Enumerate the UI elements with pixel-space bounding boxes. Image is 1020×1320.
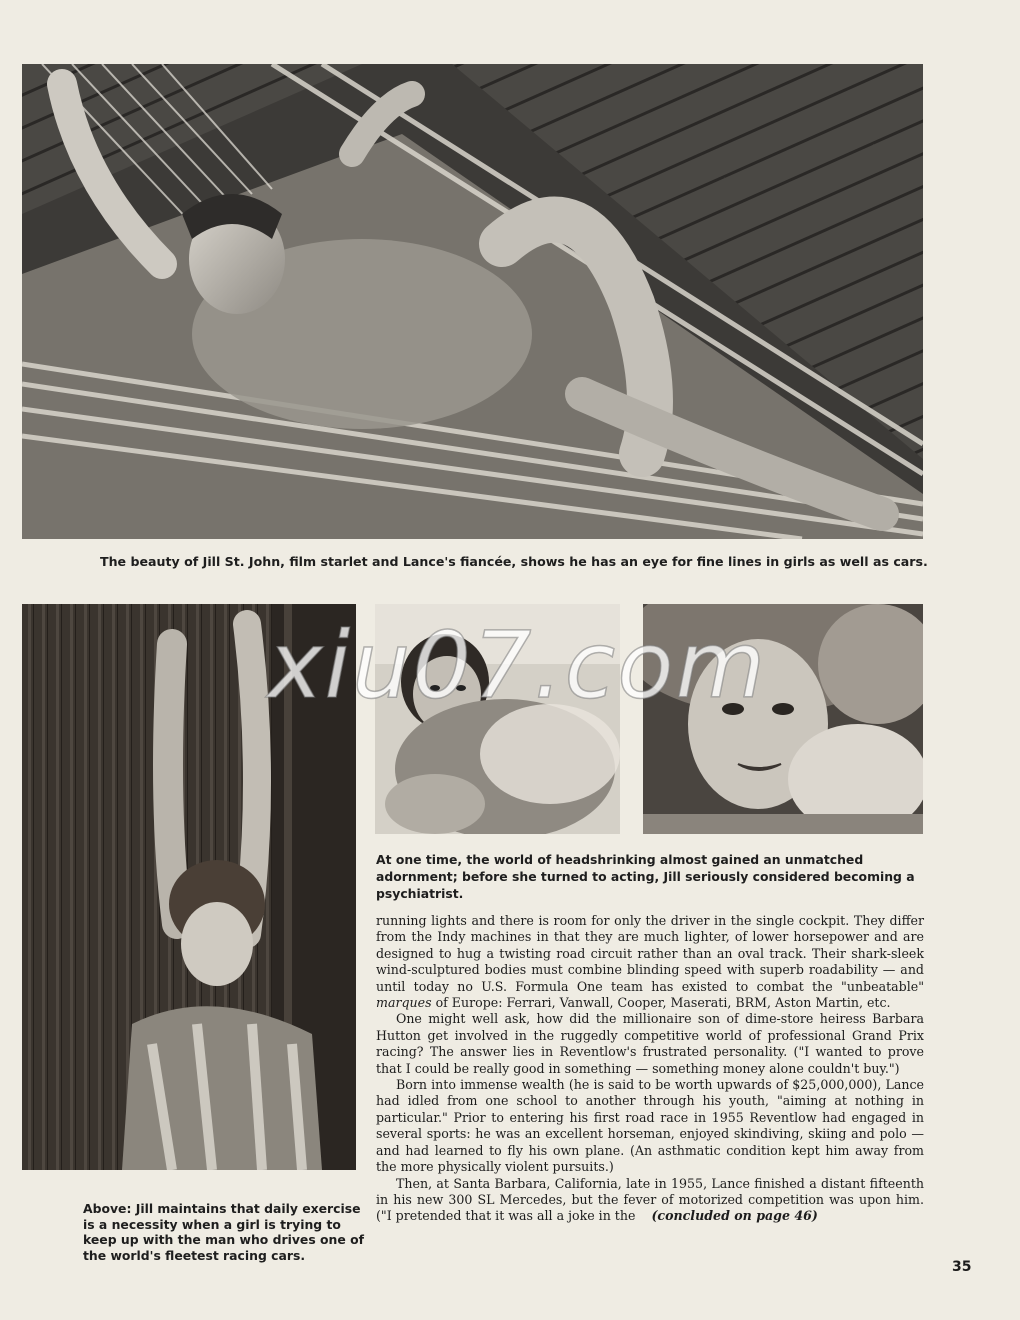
exercise-photo: [22, 604, 356, 1170]
hammock-caption: The beauty of Jill St. John, film starlet and Lance's fiancée, shows he has an eye for fine lines in girls as well as cars.: [100, 554, 928, 569]
closeup-portrait-photo: [643, 604, 923, 834]
article-text: of Europe: Ferrari, Vanwall, Cooper, Maserati, BRM, Aston Martin, etc.: [431, 995, 891, 1011]
article-paragraph: [376, 913, 924, 1011]
article-paragraph: [376, 1176, 924, 1225]
article-paragraph: One might well ask, how did the millionaire son of dime-store heiress Barbara Hutton get involved in the ruggedly competitive world of professional Grand Prix racing? The answer lies in Reventlow's frustrated personality. ("I wanted to prove that I could be really good in something — something money alone couldn't buy."): [376, 1011, 924, 1076]
continued-note: (concluded on page 46): [651, 1208, 818, 1224]
article-text: Then, at Santa Barbara, California, late in 1955, Lance finished a distant fifteenth in his new 300 SL Mercedes, but the fever of motorized competition was upon him. ("I pretended that it was all a joke in the: [376, 1175, 924, 1224]
portraits-caption: At one time, the world of headshrinking almost gained an unmatched adornment; before she turned to acting, Jill seriously considered becoming a psychiatrist.: [376, 852, 915, 901]
watermark: xiu07.com: [268, 612, 768, 719]
article-paragraph: Born into immense wealth (he is said to be worth upwards of $25,000,000), Lance had idled from one school to another through his youth, "aiming at nothing in particular." Prior to entering his first road race in 1955 Reventlow had engaged in several sports: he was an excellent horseman, enjoyed skindiving, skiing and polo — and had learned to fly his own plane. (An asthmatic condition kept him away from the more physically violent pursuits.): [376, 1077, 924, 1175]
page-number: 35: [952, 1259, 972, 1275]
article-emphasis: marques: [376, 995, 432, 1011]
exercise-caption: Above: Jill maintains that daily exercise is a necessity when a girl is trying to keep up with the man who drives one of the world's fleetest racing cars.: [83, 1201, 364, 1263]
hammock-photo: [22, 64, 923, 539]
robe-portrait-photo: [375, 604, 620, 834]
article-body: [376, 913, 924, 1225]
article-text: running lights and there is room for only the driver in the single cockpit. They differ from the Indy machines in that they are much lighter, of lower horsepower and are designed to hug a twisting road circuit rather than an oval track. Their shark-sleek wind-sculptured bodies must combine blinding speed with superb roadability — and until today no U.S. Formula One team has existed to combat the "unbeatable": [376, 913, 924, 994]
